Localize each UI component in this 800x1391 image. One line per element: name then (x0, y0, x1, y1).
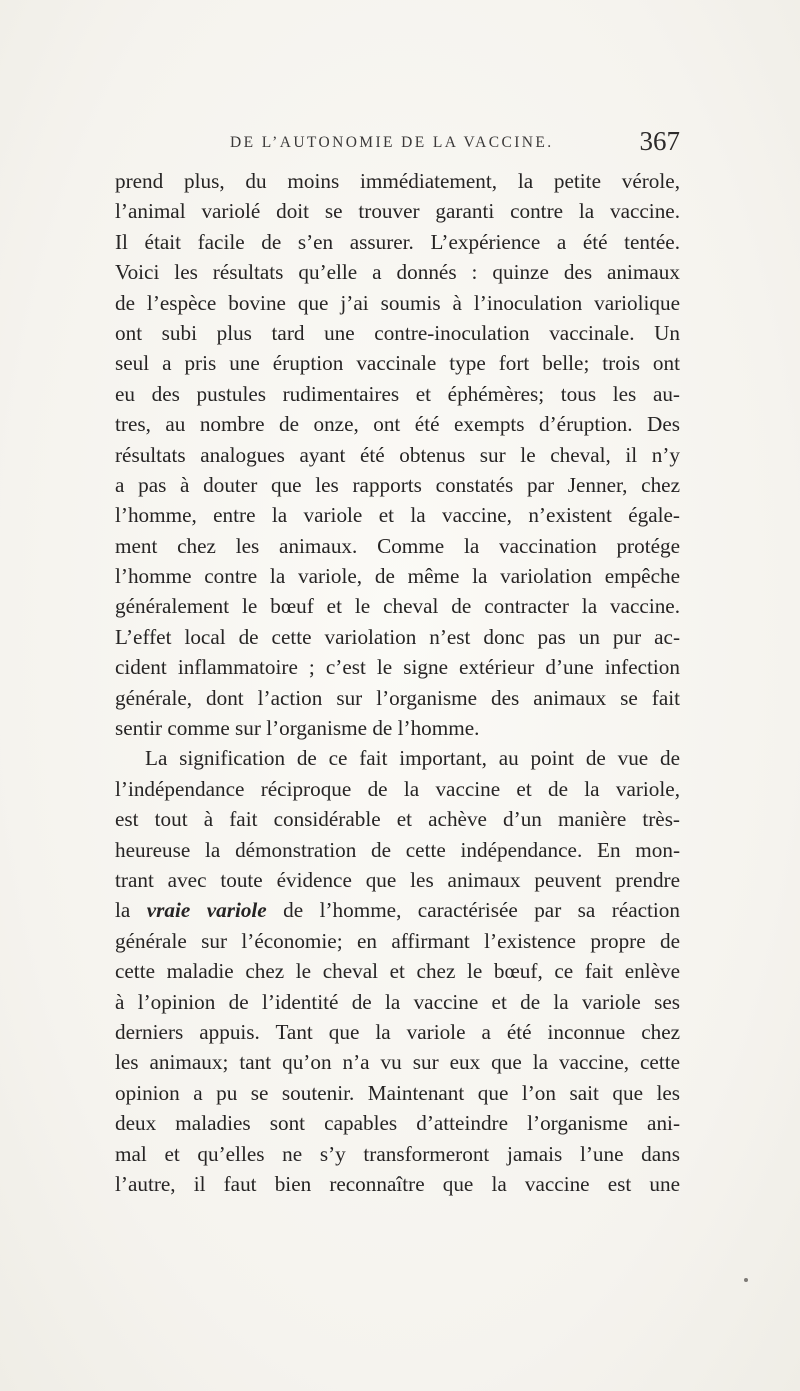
text-line: l’homme, entre la variole et la vaccine, n’existent égale- (115, 503, 680, 528)
text-line: tres, au nombre de onze, ont été exempts d’éruption. Des (115, 412, 680, 437)
text-segment: de l’homme, caractérisée par sa réaction (283, 898, 680, 923)
running-head (195, 126, 680, 160)
text-line: de l’espèce bovine que j’ai soumis à l’inoculation variolique (115, 290, 680, 315)
text-segment: la (115, 898, 131, 923)
text-line: heureuse la démonstration de cette indépendance. En mon- (115, 837, 680, 862)
text-line: mal et qu’elles ne s’y transformeront jamais l’une dans (115, 1141, 680, 1166)
text-line: est tout à fait considérable et achève d’un manière très- (115, 807, 680, 832)
paragraph-first-line: La signification de ce fait important, au point de vue de (145, 746, 680, 771)
text-line: seul a pris une éruption vaccinale type fort belle; trois ont (115, 351, 680, 376)
text-line: prend plus, du moins immédiatement, la petite vérole, (115, 169, 680, 193)
text-line: Il était facile de s’en assurer. L’expérience a été tentée. (115, 229, 680, 254)
text-line: l’homme contre la variole, de même la variolation empêche (115, 564, 680, 589)
ink-speck (744, 1278, 748, 1282)
text-line-emphasis (115, 895, 680, 925)
text-line: a pas à douter que les rapports constatés par Jenner, chez (115, 472, 680, 497)
emphasized-phrase: vraie variole (146, 898, 267, 923)
text-line: résultats analogues ayant été obtenus sur le cheval, il n’y (115, 442, 680, 467)
text-line: sentir comme sur l’organisme de l’homme. (115, 716, 480, 741)
text-line: l’indépendance réciproque de la vaccine et de la variole, (115, 776, 680, 801)
running-title: DE L’AUTONOMIE DE LA VACCINE. (230, 134, 554, 151)
text-line: opinion a pu se soutenir. Maintenant que l’on sait que les (115, 1080, 680, 1105)
text-line: deux maladies sont capables d’atteindre l’organisme ani- (115, 1111, 680, 1136)
text-line: eu des pustules rudimentaires et éphémères; tous les au- (115, 381, 680, 406)
text-line: ont subi plus tard une contre-inoculation vaccinale. Un (115, 320, 680, 345)
text-line: derniers appuis. Tant que la variole a été inconnue chez (115, 1019, 680, 1044)
page-number: 367 (639, 126, 680, 156)
text-line: l’animal variolé doit se trouver garanti contre la vaccine. (115, 199, 680, 224)
body-text (115, 166, 680, 1246)
text-line: ment chez les animaux. Comme la vaccination protége (115, 533, 680, 558)
text-line: L’effet local de cette variolation n’est donc pas un pur ac- (115, 624, 680, 649)
text-line: à l’opinion de l’identité de la vaccine et de la variole ses (115, 989, 680, 1014)
text-line: généralement le bœuf et le cheval de contracter la vaccine. (115, 594, 680, 619)
text-line: cident inflammatoire ; c’est le signe extérieur d’une infection (115, 655, 680, 680)
text-line: l’autre, il faut bien reconnaître que la vaccine est une (115, 1171, 680, 1196)
text-line: trant avec toute évidence que les animaux peuvent prendre (115, 867, 680, 892)
text-line: Voici les résultats qu’elle a donnés : quinze des animaux (115, 260, 680, 285)
text-line: générale, dont l’action sur l’organisme des animaux se fait (115, 685, 680, 710)
text-line: cette maladie chez le cheval et chez le bœuf, ce fait enlève (115, 959, 680, 984)
text-line: les animaux; tant qu’on n’a vu sur eux que la vaccine, cette (115, 1050, 680, 1075)
text-line: générale sur l’économie; en affirmant l’existence propre de (115, 928, 680, 953)
